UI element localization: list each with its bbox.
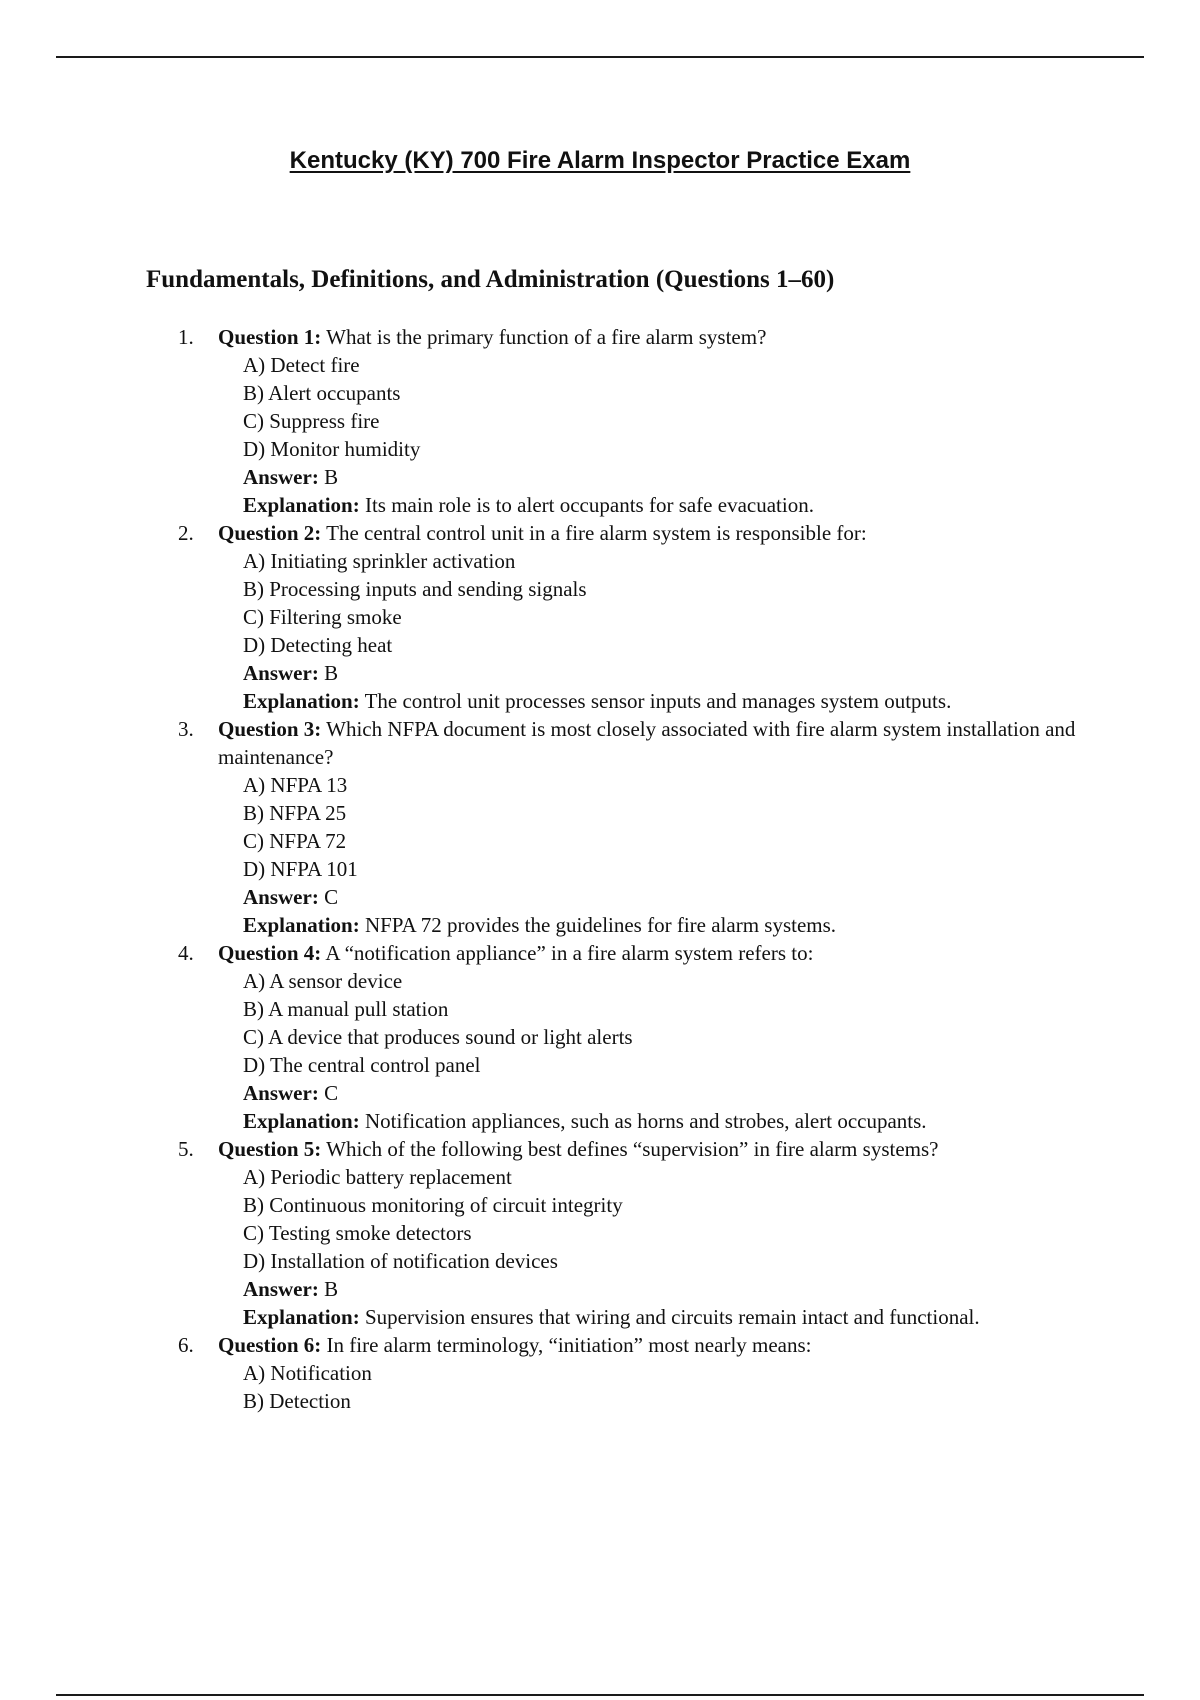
question-text: Which NFPA document is most closely associated with fire alarm system installation and maintenance? [218, 717, 1076, 769]
explanation-line [218, 911, 1078, 939]
answer-label: Answer: [243, 465, 319, 489]
question-item [178, 715, 1078, 939]
top-rule [56, 56, 1144, 58]
question-label: Question 1: [218, 325, 322, 349]
question-list [178, 323, 1078, 1415]
question-item [178, 1331, 1078, 1415]
question-label: Question 6: [218, 1333, 322, 1357]
answer-label: Answer: [243, 885, 319, 909]
answer-value: B [324, 661, 339, 685]
answer-line [218, 1275, 1078, 1303]
answer-value: B [324, 1277, 339, 1301]
answer-option: C) NFPA 72 [243, 829, 347, 853]
question-number: 5. [178, 1137, 194, 1161]
question-text: A “notification appliance” in a fire alarm system refers to: [325, 941, 814, 965]
explanation-label: Explanation: [243, 1305, 360, 1329]
answer-label: Answer: [243, 1277, 319, 1301]
question-label: Question 5: [218, 1137, 322, 1161]
answer-value: C [324, 1081, 339, 1105]
bottom-rule [56, 1694, 1144, 1696]
answer-option: D) Installation of notification devices [243, 1249, 558, 1273]
question-number: 3. [178, 717, 194, 741]
question-text-line [218, 519, 1078, 547]
question-text: The central control unit in a fire alarm system is responsible for: [326, 521, 867, 545]
answer-option: D) NFPA 101 [243, 857, 358, 881]
answer-option: A) Notification [243, 1361, 372, 1385]
answer-option: D) Monitor humidity [243, 437, 421, 461]
question-label: Question 4: [218, 941, 322, 965]
explanation-label: Explanation: [243, 1109, 360, 1133]
answer-option: A) A sensor device [243, 969, 403, 993]
question-number: 6. [178, 1333, 194, 1357]
answer-option: A) NFPA 13 [243, 773, 348, 797]
answer-option: C) Testing smoke detectors [243, 1221, 472, 1245]
question-text-line [218, 1331, 1078, 1359]
answer-option: C) A device that produces sound or light alerts [243, 1025, 633, 1049]
answer-option: A) Periodic battery replacement [243, 1165, 512, 1189]
answer-option: C) Suppress fire [243, 409, 380, 433]
answer-line [218, 1079, 1078, 1107]
answer-option: B) Continuous monitoring of circuit integrity [243, 1193, 623, 1217]
section-heading: Fundamentals, Definitions, and Administration (Questions 1–60) [146, 266, 835, 293]
answer-option: B) Alert occupants [243, 381, 401, 405]
answer-option: B) A manual pull station [243, 997, 449, 1021]
question-label: Question 3: [218, 717, 322, 741]
answer-line [218, 883, 1078, 911]
explanation-line [218, 1303, 1078, 1331]
question-item [178, 323, 1078, 519]
answer-option: A) Initiating sprinkler activation [243, 549, 516, 573]
explanation-label: Explanation: [243, 913, 360, 937]
answer-option: B) Detection [243, 1389, 351, 1413]
explanation-text: NFPA 72 provides the guidelines for fire alarm systems. [364, 913, 837, 937]
answer-value: C [324, 885, 339, 909]
question-text-line [218, 715, 1078, 771]
explanation-label: Explanation: [243, 689, 360, 713]
explanation-line [218, 491, 1078, 519]
explanation-line [218, 687, 1078, 715]
question-label: Question 2: [218, 521, 322, 545]
question-number: 1. [178, 325, 194, 349]
question-text: Which of the following best defines “supervision” in fire alarm systems? [326, 1137, 939, 1161]
answer-option: A) Detect fire [243, 353, 360, 377]
question-number: 2. [178, 521, 194, 545]
explanation-label: Explanation: [243, 493, 360, 517]
answer-option: B) Processing inputs and sending signals [243, 577, 587, 601]
explanation-text: Supervision ensures that wiring and circuits remain intact and functional. [364, 1305, 980, 1329]
answer-option: D) The central control panel [243, 1053, 481, 1077]
question-item [178, 519, 1078, 715]
question-text: In fire alarm terminology, “initiation” most nearly means: [326, 1333, 812, 1357]
question-number: 4. [178, 941, 194, 965]
question-item [178, 1135, 1078, 1331]
answer-option: C) Filtering smoke [243, 605, 402, 629]
answer-label: Answer: [243, 661, 319, 685]
explanation-text: Notification appliances, such as horns and strobes, alert occupants. [364, 1109, 927, 1133]
explanation-line [218, 1107, 1078, 1135]
explanation-text: The control unit processes sensor inputs and manages system outputs. [364, 689, 952, 713]
answer-option: B) NFPA 25 [243, 801, 347, 825]
question-text: What is the primary function of a fire alarm system? [326, 325, 767, 349]
answer-value: B [324, 465, 339, 489]
question-item [178, 939, 1078, 1135]
question-text-line [218, 323, 1078, 351]
document-title [0, 146, 1200, 176]
question-text-line [218, 939, 1078, 967]
answer-line [218, 659, 1078, 687]
explanation-text: Its main role is to alert occupants for safe evacuation. [364, 493, 814, 517]
question-text-line [218, 1135, 1078, 1163]
answer-label: Answer: [243, 1081, 319, 1105]
answer-option: D) Detecting heat [243, 633, 393, 657]
answer-line [218, 463, 1078, 491]
document-title-text: Kentucky (KY) 700 Fire Alarm Inspector Practice Exam [289, 147, 911, 174]
